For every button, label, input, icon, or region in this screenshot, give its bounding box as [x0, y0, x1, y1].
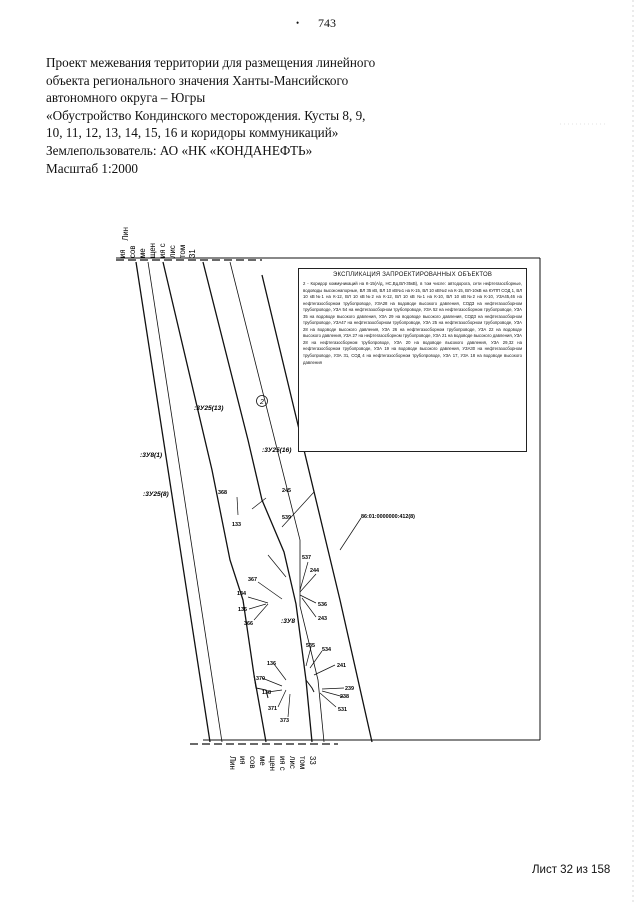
leader-line: [320, 693, 336, 707]
match-line-label-text: лис: [168, 245, 177, 258]
header-line: Проект межевания территории для размещения линейного: [46, 55, 376, 70]
match-line-label-text: том: [178, 244, 187, 258]
leader-line: [254, 604, 268, 620]
boundary-point-label: 367: [248, 577, 257, 583]
boundary-point-label: 241: [337, 663, 346, 669]
match-line-label-text: щен: [268, 756, 277, 771]
boundary-point-label: 136: [267, 661, 276, 667]
object-number: 2: [260, 399, 264, 406]
parcel-label: :3У25(16): [262, 447, 292, 454]
match-line-label-text: сов: [248, 756, 257, 769]
parcel-label: :3У25(13): [194, 405, 224, 412]
boundary-point-label: 238: [340, 694, 349, 700]
match-line-label-text: ия с: [158, 243, 167, 258]
legend-title: ЭКСПЛИКАЦИЯ ЗАПРОЕКТИРОВАННЫХ ОБЪЕКТОВ: [332, 272, 493, 278]
sheet-number: Лист 32 из 158: [532, 864, 611, 876]
parcel-label: :3У8(1): [140, 452, 163, 459]
parcel-label: 86:01:0000000:412(8): [361, 514, 415, 520]
match-line-label-text: щен: [148, 243, 157, 258]
page-number: 743: [318, 16, 336, 30]
leader-line: [300, 574, 316, 592]
boundary-point-label: 368: [218, 490, 227, 496]
corridor-boundary-west: [163, 262, 266, 742]
boundary-point-label: 373: [280, 718, 289, 724]
leader-line: [306, 647, 311, 666]
header-line: Масштаб 1:2000: [46, 160, 139, 176]
match-line-label-text: ме: [138, 248, 147, 258]
boundary-point-label: 371: [268, 706, 277, 712]
leader-line: [302, 598, 316, 617]
legend-text: 2 - Коридор коммуникаций на К-15(А/д, НС,Вд,ВЛ-35кВ), в том числе: автодорога, сети нефтегазосборные, водоводы высоконапорные, ВЛ 35 кВ, ВЛ 10 кВ№1 на К-15, ВЛ 10 кВ№2 на К-15, ВЛ-10кВ на КУПП СОД 1, ВЛ 10 кВ№1 на К-12, ВЛ 10 кВ№2 на К-12, ВЛ 10 кВ №1 на К-10, ВЛ 10 кВ№2 на К-10, УЗА45,46 на нефтегазосборном трубопроводе, УЗА28 на водоводе высокого давления, СОДЗ на нефтегазосборном трубопроводе, УЗА 54 на нефтегазосборном трубопроводе, УЗА 52 на нефтегазосборном трубопроводе, УЗА 35 на водоводе высокого давления, УЗА 29 на водоводе высокого давления, СОД3 на нефтегазосборном трубопроводе, УЗА47 на нефтегазосборном трубопроводе, УЗА 25 на нефтегазосборном трубопроводе, УЗА 28 на водоводе высокого давления, УЗА 26 на нефтегазосборном трубопроводе, УЗА 22 на водоводе высокого давления, УЗА 27 на нефтегазосборном трубопроводе, УЗА 21 на водоводе высокого давления, УЗА 28 на нефтегазосборном трубопроводе, УЗА 20 на водоводе высокого давления, УЗА 29,32 на нефтегазосборном трубопроводе, УЗА 19 на водоводе высокого давления, УЗА30 на нефтегазосборном трубопроводе, УЗА 31, СОД 4 на нефтегазосборном трубопроводе, УЗА 17, УЗА 18 на водоводе высокого давления: [303, 281, 522, 365]
leader-line: [278, 690, 286, 707]
boundary-point-label: 366: [244, 621, 253, 627]
leader-line: [258, 582, 282, 599]
boundary-point-label: 536: [318, 602, 327, 608]
leader-line: [314, 665, 335, 675]
match-line-label-bottom-svg: [222, 756, 342, 786]
leader-line: [340, 518, 361, 550]
boundary-point-label: 537: [302, 555, 311, 561]
match-line-label-text: ия с: [278, 756, 287, 771]
match-line-label-text: сов: [128, 245, 137, 258]
match-line-label-text: ме: [258, 756, 267, 766]
match-line-label-text: том: [298, 756, 307, 770]
header-line: объекта регионального значения Ханты-Мансийского: [46, 72, 349, 88]
boundary-point-label: 135: [238, 607, 247, 613]
match-line-label-text: ия: [118, 249, 127, 258]
corridor-boundary-east: [203, 262, 312, 742]
leader-line: [262, 678, 282, 686]
leader-line: [248, 597, 268, 603]
header-line: Землепользователь: АО «НК «КОНДАНЕФТЬ»: [46, 142, 313, 158]
boundary-point-label: 531: [338, 707, 347, 713]
header-line: автономного округа – Югры: [46, 90, 206, 106]
boundary-point-label: 370: [256, 676, 265, 682]
match-line-label-text: Лин: [228, 756, 237, 770]
leader-line: [288, 694, 290, 717]
boundary-point-label: 245: [282, 488, 291, 494]
boundary-point-label: 244: [310, 568, 319, 574]
parcel-label: :3У25(8): [143, 491, 169, 498]
leader-line: [322, 688, 344, 689]
boundary-point-label: 243: [318, 616, 327, 622]
match-line-label-bottom-stack: [222, 756, 317, 786]
leader-line: [249, 604, 266, 609]
match-line-label-text: лис: [288, 756, 297, 769]
leader-line: [282, 492, 314, 527]
match-line-label-text: 33: [308, 756, 317, 765]
page-number-mark: •: [296, 18, 300, 28]
match-line-label-text: Лин: [121, 227, 131, 241]
match-line-label-text: ия: [238, 756, 247, 765]
boundary-line-west-outer: [136, 262, 210, 742]
boundary-point-label: 138: [262, 690, 271, 696]
leader-line: [237, 497, 238, 515]
header-line: 10, 11, 12, 13, 14, 15, 16 и коридоры коммуникаций»: [46, 125, 339, 141]
explication-legend: [298, 268, 527, 452]
boundary-point-label: 535: [306, 643, 315, 649]
match-line-label-text: 31: [188, 249, 197, 258]
boundary-point-label: 239: [345, 686, 354, 692]
boundary-line-west-inner: [148, 262, 222, 742]
leader-line: [268, 555, 286, 577]
header-line: «Обустройство Кондинского месторождения. Кусты 8, 9,: [46, 107, 366, 123]
boundary-point-label: 534: [322, 647, 331, 653]
boundary-point-label: 539: [282, 515, 291, 521]
boundary-point-label: 133: [232, 522, 241, 528]
boundary-point-label: 134: [237, 591, 246, 597]
leader-line: [300, 562, 308, 590]
parcel-label: :3У8: [281, 618, 295, 625]
